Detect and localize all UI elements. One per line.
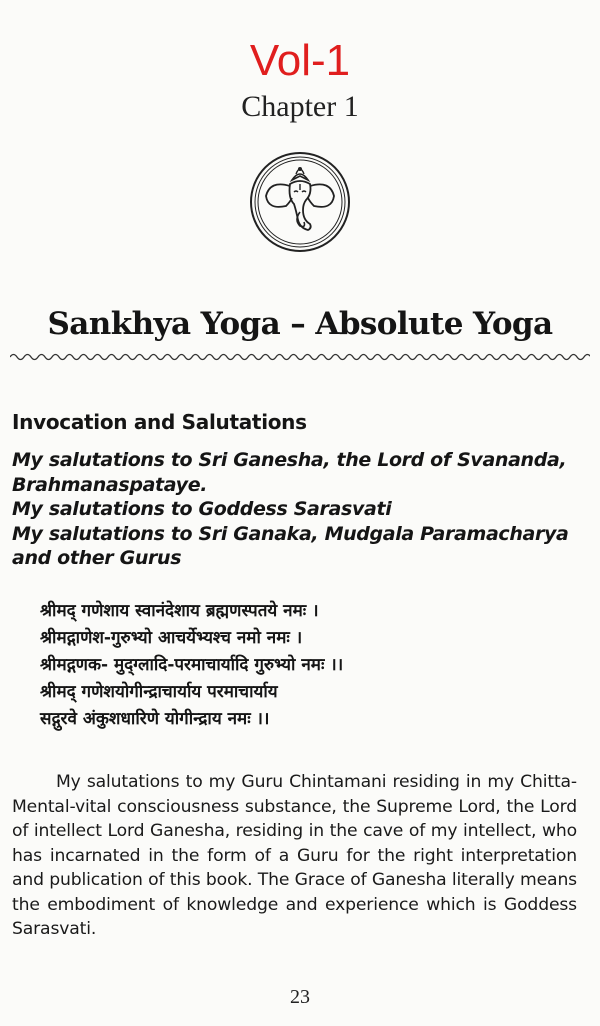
salutation-line: Brahmanaspataye. (12, 473, 208, 496)
salutation-line: My salutations to Sri Ganesha, the Lord of Svananda, (12, 449, 567, 471)
invocation-lines (12, 448, 592, 571)
ganesha-emblem-icon (248, 150, 352, 254)
invocation-heading: Invocation and Salutations (12, 410, 307, 434)
volume-label: Vol-1 (249, 36, 351, 85)
sanskrit-verse (40, 598, 580, 733)
chapter-heading: Chapter 1 (241, 90, 359, 123)
verse-line: श्रीमद्गणक- मुद्ग्लादि-परमाचार्यादि गुरुभ्यो नमः ।। (40, 655, 344, 675)
verse-line: सद्गुरवे अंकुशधारिणे योगीन्द्राय नमः ।। (40, 709, 270, 729)
salutation-line: and other Gurus (12, 547, 182, 569)
salutation-line: My salutations to Goddess Sarasvati (12, 498, 392, 520)
verse-line: श्रीमद् गणेशाय स्वानंदेशाय ब्रह्मणस्पतये नमः । (40, 601, 319, 621)
wavy-divider (10, 350, 590, 364)
body-paragraph: My salutations to my Guru Chintamani residing in my Chitta-Mental-vital consciousness substance, the Supreme Lord, the Lord of intellect Lord Ganesha, residing in the cave of my intellect, who has incarnated in the form of a Guru for the right interpretation and publication of this book. The Grace of Ganesha literally means the embodiment of knowledge and experience which is Goddess Sarasvati. (12, 772, 577, 939)
chapter-title: Sankhya Yoga – Absolute Yoga (47, 306, 553, 342)
salutation-line: My salutations to Sri Ganaka, Mudgala Paramacharya (12, 522, 569, 545)
verse-line: श्रीमद्गाणेश-गुरुभ्यो आचर्येभ्यश्च नमो नमः । (40, 628, 303, 648)
verse-line: श्रीमद् गणेशयोगीन्द्राचार्याय परमाचार्याय (40, 682, 278, 702)
page-number: 23 (290, 986, 310, 1008)
